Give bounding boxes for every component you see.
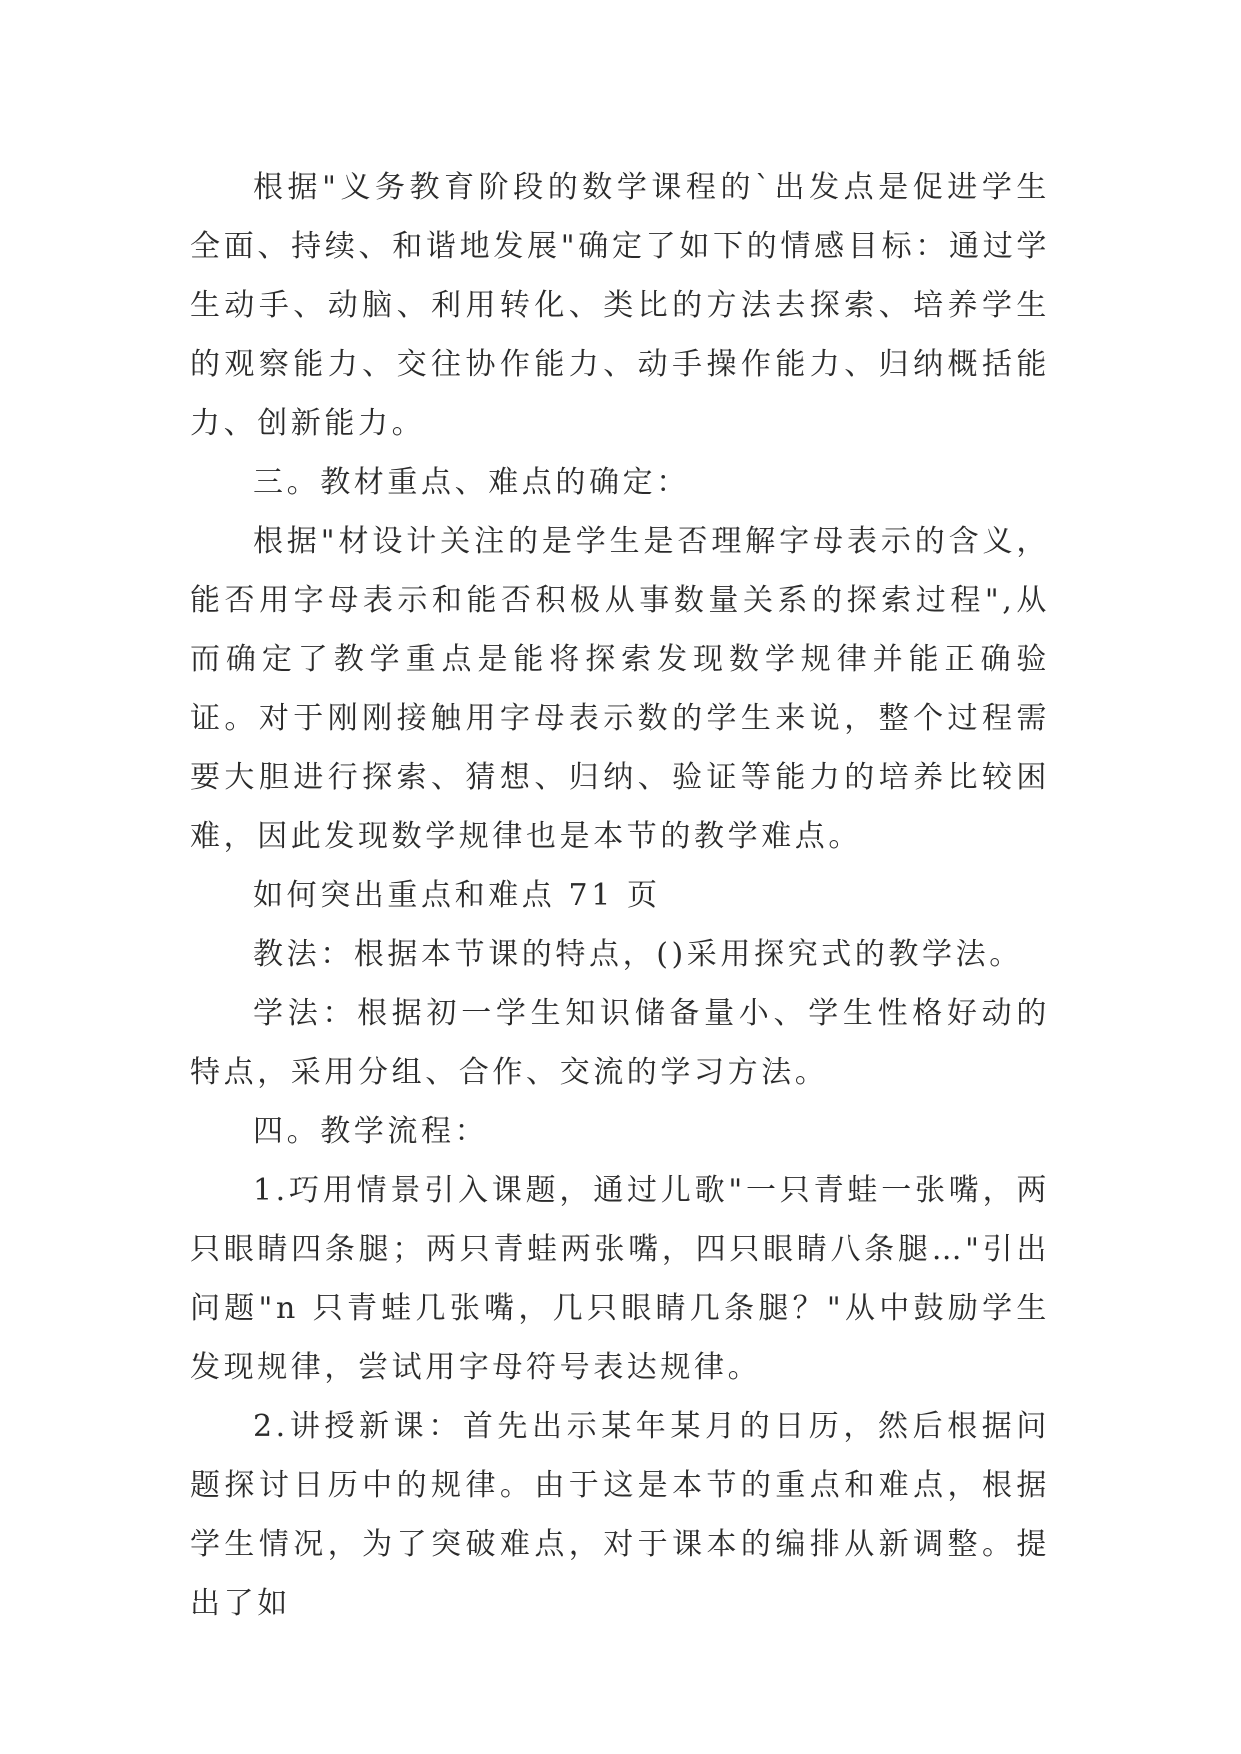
paragraph-learning-method: 学法：根据初一学生知识储备量小、学生性格好动的特点，采用分组、合作、交流的学习方法。 [190, 996, 1050, 1090]
heading-teaching-process: 四。教学流程： [253, 1114, 489, 1149]
paragraph-step-1: 1.巧用情景引入课题，通过儿歌"一只青蛙一张嘴，两只眼睛四条腿；两只青蛙两张嘴，四只眼睛八条腿…"引出问题"n 只青蛙几张嘴，几只眼睛几条腿？"从中鼓励学生发现规律，尝试用字母符号表达规律。 [190, 1173, 1050, 1385]
paragraph-emotional-goals: 根据"义务教育阶段的数学课程的`出发点是促进学生全面、持续、和谐地发展"确定了如下的情感目标：通过学生动手、动脑、利用转化、类比的方法去探索、培养学生的观察能力、交往协作能力、动手操作能力、归纳概括能力、创新能力。 [190, 170, 1050, 441]
paragraph-step-2: 2.讲授新课：首先出示某年某月的日历，然后根据问题探讨日历中的规律。由于这是本节的重点和难点，根据学生情况，为了突破难点，对于课本的编排从新调整。提出了如 [190, 1409, 1050, 1621]
body-text [190, 158, 1050, 1633]
heading-key-difficult-points: 三。教材重点、难点的确定： [253, 465, 690, 500]
paragraph-teaching-method: 教法：根据本节课的特点，()采用探究式的教学法。 [253, 937, 1023, 972]
paragraph-key-points: 根据"材设计关注的是学生是否理解字母表示的含义，能否用字母表示和能否积极从事数量关系的探索过程",从而确定了教学重点是能将探索发现数学规律并能正确验证。对于刚刚接触用字母表示数的学生来说，整个过程需要大胆进行探索、猜想、归纳、验证等能力的培养比较困难，因此发现数学规律也是本节的教学难点。 [190, 524, 1050, 854]
paragraph-page-reference: 如何突出重点和难点 71 页 [253, 878, 661, 913]
